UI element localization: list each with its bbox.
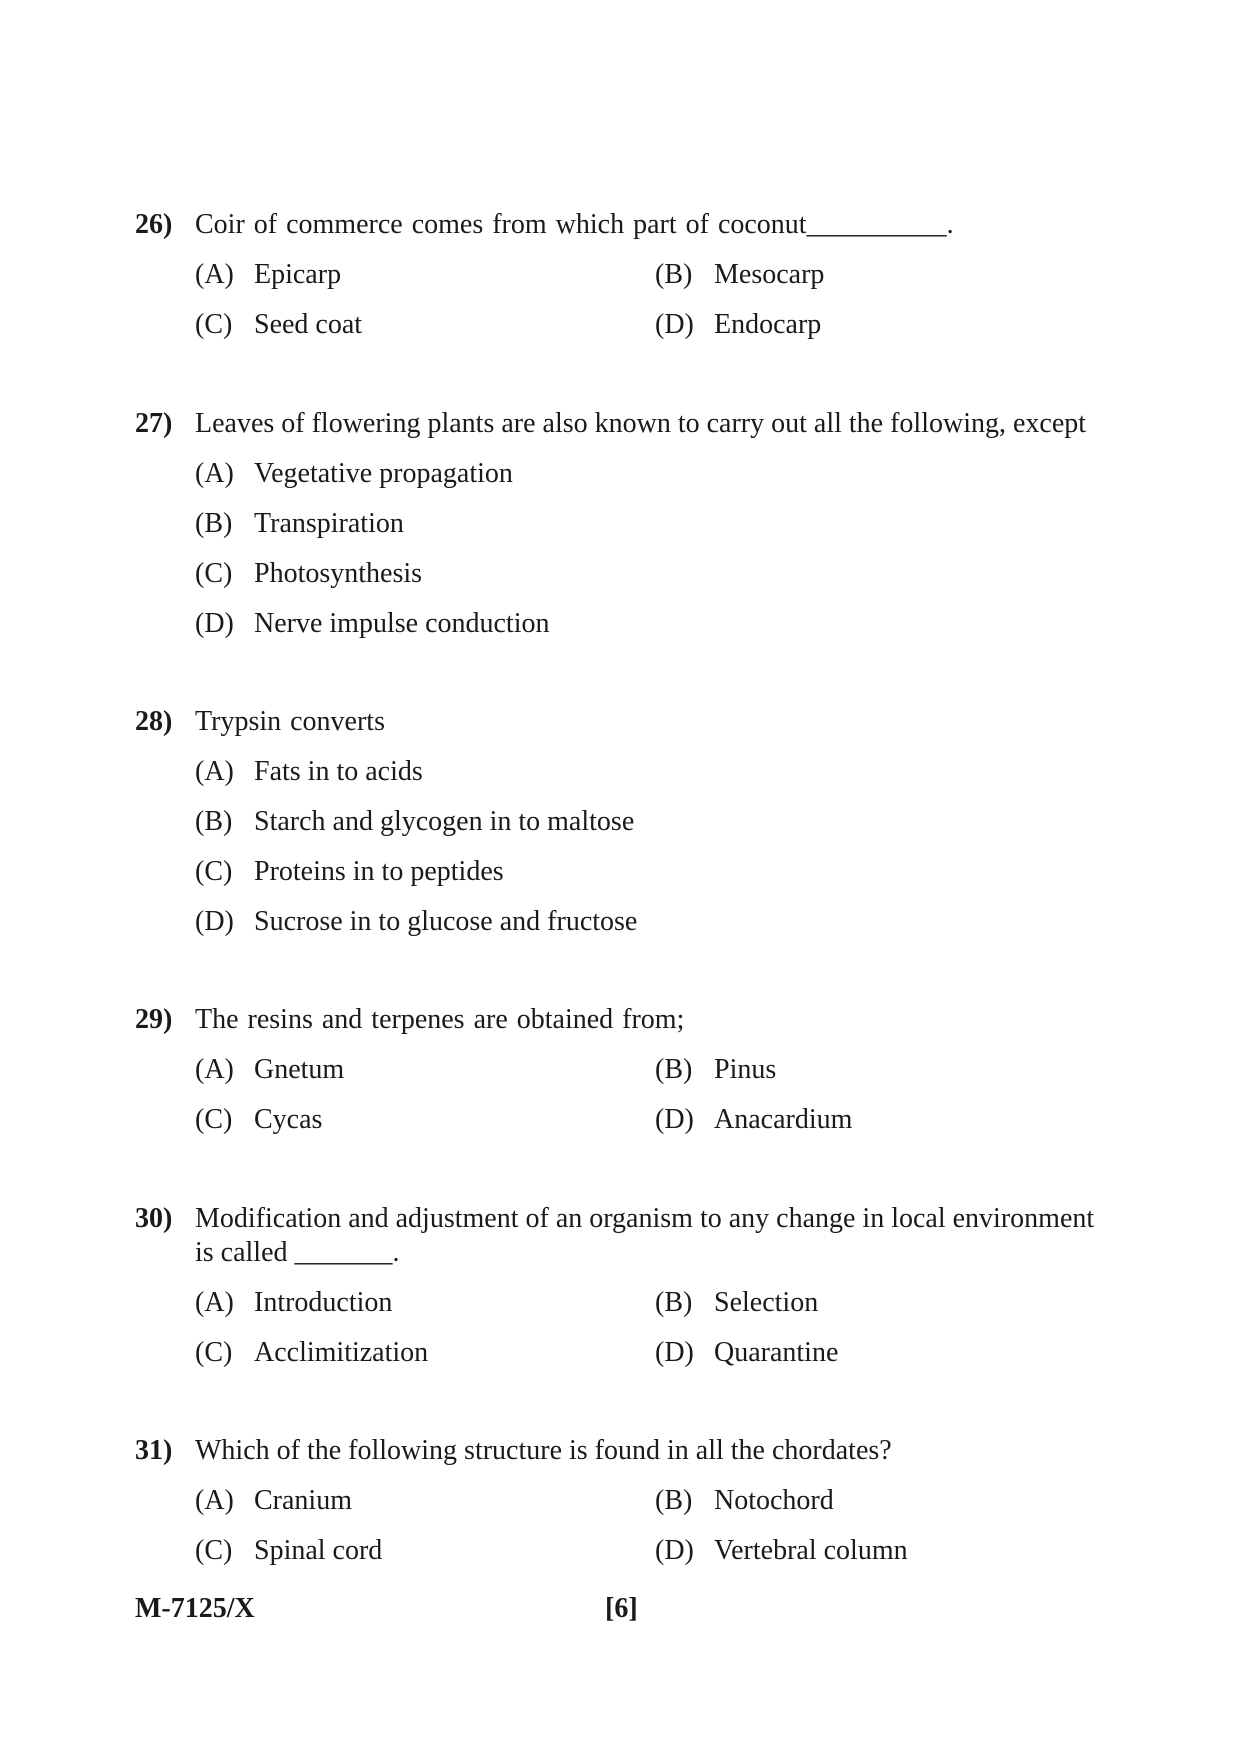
question-text: Modification and adjustment of an organism to any change in local environment is called _______.	[195, 1203, 1095, 1268]
option-label: (B)	[195, 806, 233, 837]
options	[195, 457, 1115, 657]
option-text: Anacardium	[714, 1104, 853, 1135]
option-b	[655, 1286, 1115, 1320]
question-text: Trypsin converts	[195, 706, 385, 737]
option-label: (B)	[655, 1054, 693, 1085]
option-text: Epicarp	[254, 259, 342, 290]
option-label: (D)	[655, 309, 694, 340]
option-text: Introduction	[254, 1287, 393, 1318]
option-a	[195, 1053, 655, 1087]
option-text: Pinus	[714, 1054, 777, 1085]
option-text: Vertebral column	[714, 1535, 908, 1566]
question-28	[135, 705, 1115, 955]
option-a	[195, 1484, 655, 1518]
option-label: (A)	[195, 1485, 234, 1516]
option-text: Sucrose in to glucose and fructose	[254, 906, 638, 937]
option-label: (D)	[655, 1337, 694, 1368]
option-text: Cycas	[254, 1104, 323, 1135]
option-label: (B)	[655, 259, 693, 290]
option-text: Spinal cord	[254, 1535, 383, 1566]
option-d	[195, 905, 637, 939]
option-c	[195, 557, 422, 591]
question-30	[135, 1202, 1115, 1386]
option-d	[655, 1103, 1115, 1137]
option-text: Quarantine	[714, 1337, 839, 1368]
option-label: (B)	[655, 1485, 693, 1516]
option-label: (A)	[195, 458, 234, 489]
option-label: (C)	[195, 1104, 233, 1135]
option-label: (A)	[195, 1287, 234, 1318]
question-text: Coir of commerce comes from which part of coconut__________.	[195, 209, 954, 240]
option-d	[195, 607, 549, 641]
option-text: Vegetative propagation	[254, 458, 513, 489]
option-b	[655, 1484, 1115, 1518]
option-d	[655, 1534, 1115, 1568]
option-label: (A)	[195, 756, 234, 787]
option-text: Starch and glycogen in to maltose	[254, 806, 635, 837]
question-text: Which of the following structure is found in all the chordates?	[195, 1435, 892, 1466]
option-label: (D)	[195, 608, 234, 639]
question-31	[135, 1434, 1115, 1584]
question-26	[135, 208, 1115, 358]
option-label: (C)	[195, 856, 233, 887]
question-number: 29)	[135, 1004, 173, 1035]
options	[195, 755, 1115, 955]
option-text: Cranium	[254, 1485, 352, 1516]
options	[195, 1286, 1115, 1386]
option-text: Proteins in to peptides	[254, 856, 504, 887]
option-label: (C)	[195, 1535, 233, 1566]
option-label: (C)	[195, 1337, 233, 1368]
option-label: (D)	[655, 1535, 694, 1566]
question-number: 31)	[135, 1435, 173, 1466]
question-text: The resins and terpenes are obtained from;	[195, 1004, 685, 1035]
options	[195, 1484, 1115, 1584]
option-label: (C)	[195, 558, 233, 589]
option-c	[195, 1534, 655, 1568]
option-text: Gnetum	[254, 1054, 345, 1085]
paper-code: M-7125/X	[135, 1593, 255, 1624]
option-c	[195, 1336, 655, 1370]
question-number: 26)	[135, 209, 173, 240]
question-29	[135, 1003, 1115, 1153]
option-label: (A)	[195, 1054, 234, 1085]
option-c	[195, 855, 504, 889]
option-a	[195, 258, 655, 292]
option-text: Notochord	[714, 1485, 834, 1516]
option-text: Fats in to acids	[254, 756, 423, 787]
option-a	[195, 457, 513, 491]
question-number: 28)	[135, 706, 173, 737]
option-text: Mesocarp	[714, 259, 825, 290]
option-label: (D)	[195, 906, 234, 937]
option-b	[655, 1053, 1115, 1087]
page-number: [6]	[605, 1593, 638, 1624]
option-text: Selection	[714, 1287, 819, 1318]
option-b	[195, 507, 404, 541]
option-c	[195, 1103, 655, 1137]
option-text: Transpiration	[254, 508, 404, 539]
option-a	[195, 1286, 655, 1320]
option-d	[655, 1336, 1115, 1370]
option-label: (D)	[655, 1104, 694, 1135]
option-label: (B)	[195, 508, 233, 539]
question-number: 30)	[135, 1203, 173, 1234]
options	[195, 258, 1115, 358]
option-text: Acclimitization	[254, 1337, 429, 1368]
option-b	[195, 805, 634, 839]
option-label: (C)	[195, 309, 233, 340]
option-text: Endocarp	[714, 309, 822, 340]
option-a	[195, 755, 423, 789]
option-c	[195, 308, 655, 342]
option-label: (B)	[655, 1287, 693, 1318]
option-text: Seed coat	[254, 309, 363, 340]
options	[195, 1053, 1115, 1153]
option-label: (A)	[195, 259, 234, 290]
option-text: Photosynthesis	[254, 558, 423, 589]
question-number: 27)	[135, 408, 173, 439]
option-b	[655, 258, 1115, 292]
question-27	[135, 407, 1115, 657]
option-text: Nerve impulse conduction	[254, 608, 550, 639]
option-d	[655, 308, 1115, 342]
question-text: Leaves of flowering plants are also known to carry out all the following, except	[195, 408, 1087, 439]
